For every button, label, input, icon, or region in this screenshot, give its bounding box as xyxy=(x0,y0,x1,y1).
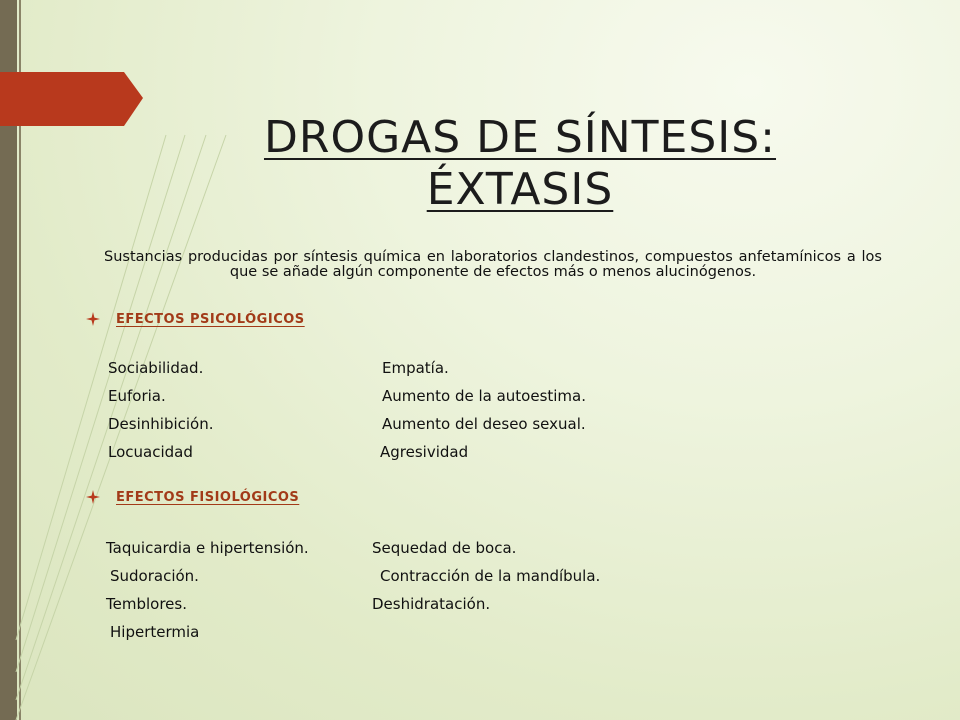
effect-right: Empatía. xyxy=(382,359,449,377)
effect-right: Aumento del deseo sexual. xyxy=(382,415,586,433)
effect-right: Agresividad xyxy=(380,443,469,461)
effect-left: Temblores. xyxy=(106,595,187,613)
four-point-star-icon xyxy=(86,490,100,504)
four-point-star-icon xyxy=(86,312,100,326)
slide-title: DROGAS DE SÍNTESIS: ÉXTASIS xyxy=(263,112,777,215)
effect-left: Locuacidad xyxy=(108,443,193,461)
effect-left: Sudoración. xyxy=(110,567,199,585)
section-heading: EFECTOS PSICOLÓGICOS xyxy=(116,311,305,327)
effect-right: Contracción de la mandíbula. xyxy=(380,567,601,585)
red-arrow-banner xyxy=(0,72,143,126)
effect-left: Desinhibición. xyxy=(108,415,214,433)
effect-left: Hipertermia xyxy=(110,623,200,641)
section-heading: EFECTOS FISIOLÓGICOS xyxy=(116,489,300,505)
left-sidebar-line xyxy=(19,0,21,720)
section-physiological xyxy=(86,486,299,508)
left-sidebar-stripe xyxy=(0,0,17,720)
effect-right: Aumento de la autoestima. xyxy=(382,387,587,405)
section-psychological xyxy=(86,308,305,330)
effect-left: Taquicardia e hipertensión. xyxy=(106,539,309,557)
effect-left: Sociabilidad. xyxy=(108,359,204,377)
effect-right: Sequedad de boca. xyxy=(372,539,517,557)
effect-right: Deshidratación. xyxy=(372,595,491,613)
intro-paragraph: Sustancias producidas por síntesis química en laboratorios clandestinos, compuestos anfetamínicos a los que se añade algún componente de efectos más o menos alucinógenos. xyxy=(104,249,882,280)
effect-left: Euforia. xyxy=(108,387,166,405)
